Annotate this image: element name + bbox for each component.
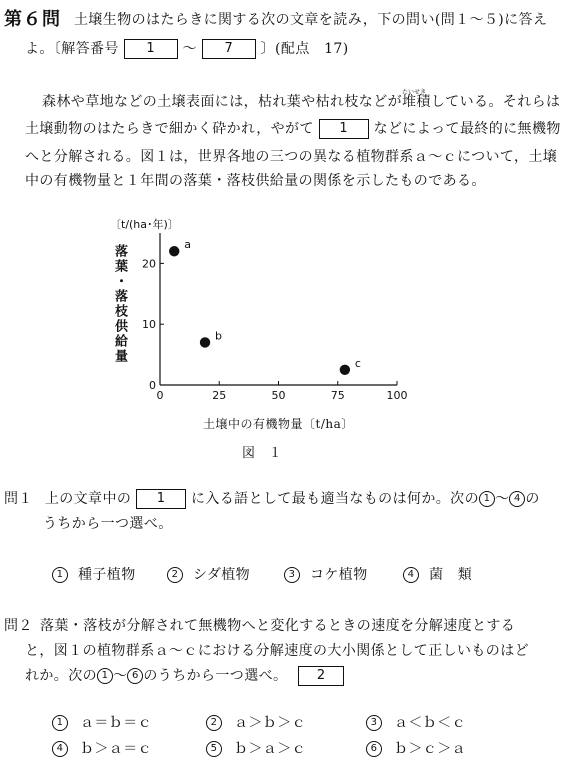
choice-number-circle: 4: [403, 567, 419, 583]
q2-option[interactable]: [206, 741, 306, 757]
q1-line-2: うちから一つ選べ。: [43, 516, 173, 532]
points-label: 〕(配点 17): [260, 41, 349, 57]
q2-line-3: [25, 666, 344, 686]
answer-box-last: 7: [202, 39, 256, 59]
option-text: ｂ＞ａ＞ｃ: [234, 741, 306, 757]
option-text: コケ植物: [310, 567, 368, 583]
choice-number-circle: 1: [479, 491, 495, 507]
range-tilde: ～: [494, 491, 510, 507]
data-point-label-a: a: [184, 238, 191, 252]
figure-caption: 図 １: [242, 446, 282, 461]
choice-number-circle: 1: [97, 668, 113, 684]
answer-number-label: よ。〔解答番号: [25, 41, 119, 57]
x-tick-label: 75: [330, 389, 345, 402]
q2-option[interactable]: [206, 715, 306, 731]
q1-label: 問１: [4, 491, 33, 507]
passage-text: 土壌動物のはたらきで細かく砕かれ，やがて: [25, 121, 314, 137]
data-point-a: [169, 246, 179, 256]
choice-number-circle: 4: [52, 741, 68, 757]
q2-label: 問２: [4, 618, 33, 634]
q2-text: 落葉・落枝が分解されて無機物へと変化するときの速度を分解速度とする: [40, 618, 516, 634]
option-text: ａ＝ｂ＝ｃ: [80, 715, 152, 731]
choice-number-circle: 4: [509, 491, 525, 507]
passage-text: などによって最終的に無機物: [373, 121, 561, 137]
q1-option[interactable]: [52, 567, 136, 583]
q1-option[interactable]: [284, 567, 368, 583]
choice-number-circle: 1: [52, 567, 68, 583]
answer-box-first: 1: [124, 39, 178, 59]
choice-number-circle: 2: [206, 715, 222, 731]
passage-text: している。それらは: [430, 94, 561, 110]
header-line-1: 土壌生物のはたらきに関する次の文章を読み，下の問い(問１～５)に答え: [74, 12, 548, 28]
x-axis-label: 土壌中の有機物量〔t/ha〕: [203, 417, 354, 431]
data-point-label-c: c: [354, 356, 361, 370]
q2-option[interactable]: [52, 741, 152, 757]
x-tick-label: 50: [271, 389, 286, 402]
choice-number-circle: 6: [366, 741, 382, 757]
blank-box-1: 1: [319, 119, 369, 139]
option-text: ａ＞ｂ＞ｃ: [234, 715, 306, 731]
y-tick-label: 10: [142, 318, 156, 332]
y-unit-label: 〔t/(ha･年)〕: [110, 218, 179, 231]
q1-option[interactable]: [167, 567, 250, 583]
range-tilde: ～: [113, 668, 128, 684]
option-text: 菌 類: [429, 567, 473, 583]
q2-line-2: と，図１の植物群系ａ～ｃにおける分解速度の大小関係として正しいものはど: [25, 643, 529, 659]
option-text: ｂ＞ａ＝ｃ: [80, 741, 152, 757]
q1-text: の: [525, 491, 540, 507]
data-point-b: [200, 337, 210, 347]
y-tick-label: 0: [149, 379, 156, 392]
choice-number-circle: 5: [206, 741, 222, 757]
option-text: 種子植物: [78, 567, 136, 583]
choice-number-circle: 3: [366, 715, 382, 731]
q2-line-1: [4, 619, 515, 633]
choice-number-circle: 6: [127, 668, 143, 684]
range-tilde: ～: [182, 41, 197, 57]
data-point-c: [340, 365, 350, 375]
ruby-reading: たいせき: [402, 89, 427, 96]
option-text: ａ＜ｂ＜ｃ: [394, 715, 466, 731]
choice-number-circle: 1: [52, 715, 68, 731]
passage-line-3: へと分解される。図１は，世界各地の三つの異なる植物群系ａ～ｃについて，土壌: [25, 149, 558, 165]
q2-answer-box: 2: [298, 666, 344, 686]
choice-number-circle: 3: [284, 567, 300, 583]
q2-option[interactable]: [366, 741, 466, 757]
option-text: ｂ＞ｃ＞ａ: [394, 741, 466, 757]
data-point-label-b: b: [215, 329, 223, 343]
q1-blank-box: 1: [136, 489, 186, 509]
x-tick-label: 25: [212, 389, 227, 402]
q2-text: のうちから一つ選べ。: [143, 668, 288, 684]
y-tick-label: 20: [142, 257, 156, 271]
ruby-base: 堆積: [402, 94, 431, 110]
x-tick-label: 100: [386, 389, 408, 402]
passage-text: 森林や草地などの土壌表面には，枯れ葉や枯れ枝などが: [42, 94, 402, 110]
option-text: シダ植物: [193, 567, 251, 583]
x-tick-label: 0: [156, 389, 164, 402]
q1-line-1: [4, 489, 540, 509]
q2-option[interactable]: [52, 715, 152, 731]
choice-number-circle: 2: [167, 567, 183, 583]
q1-text: に入る語として最も適当なものは何か。次の: [190, 491, 479, 507]
q2-option[interactable]: [366, 715, 466, 731]
question-number: 第６問: [4, 9, 61, 30]
q1-option[interactable]: [403, 567, 472, 583]
y-axis-label: 落葉・落枝供給量: [112, 244, 127, 364]
q2-text: れか。次の: [25, 668, 97, 684]
passage-line-4: 中の有機物量と１年間の落葉・落枝供給量の関係を示したものである。: [25, 173, 486, 189]
q1-text: 上の文章中の: [44, 491, 132, 507]
